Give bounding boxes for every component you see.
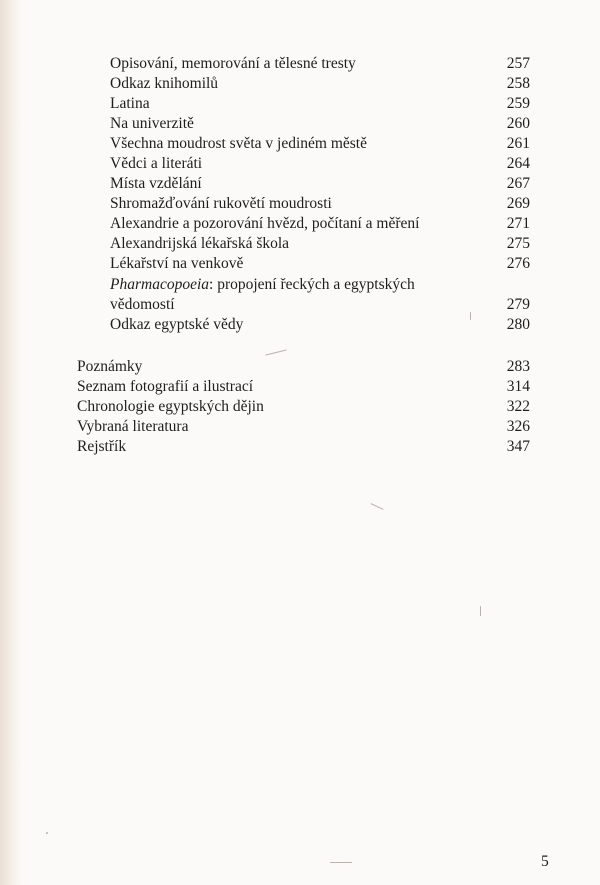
toc-entry-page: 257: [506, 55, 530, 72]
page-edge-shadow: [0, 0, 22, 885]
toc-entry-title: Na univerzitě: [110, 115, 194, 132]
toc-entry-title-multiline: [110, 275, 415, 295]
paper-speck: [265, 349, 287, 355]
toc-entry-title: Vědci a literáti: [110, 155, 203, 172]
page-number: 5: [541, 853, 549, 870]
toc-main-entry-page: 347: [506, 438, 530, 455]
toc-entry-title-italic: Pharmacopoeia: [110, 276, 210, 293]
toc-main-entry-page: 322: [506, 398, 530, 415]
toc-entry-page: 271: [506, 215, 530, 232]
toc-entry-page: 276: [506, 255, 530, 272]
paper-speck: [46, 832, 48, 834]
toc-entry-title: Latina: [110, 95, 150, 112]
paper-speck: [470, 312, 471, 320]
toc-main-entry-title: Poznámky: [77, 358, 143, 375]
toc-entry-page: 280: [506, 316, 530, 333]
toc-entry-page: 260: [506, 115, 530, 132]
toc-entry-page: 279: [506, 296, 530, 313]
toc-main-entry-page: 326: [506, 418, 530, 435]
toc-entry-page: 267: [506, 175, 530, 192]
toc-entry-page: 258: [506, 75, 530, 92]
toc-main-entry-page: 314: [506, 378, 530, 395]
toc-entry-title: Shromažďování rukovětí moudrosti: [110, 195, 332, 212]
toc-main-entry-title: Vybraná literatura: [77, 418, 189, 435]
toc-entry-page: 264: [506, 155, 530, 172]
paper-speck: [370, 503, 383, 510]
toc-entry-page: 269: [506, 195, 530, 212]
paper-speck: [480, 606, 481, 616]
toc-entry-title: Odkaz egyptské vědy: [110, 316, 244, 333]
toc-entry-title-rest: : propojení řeckých a egyptských: [209, 276, 415, 293]
toc-main-entry-title: Seznam fotografií a ilustrací: [77, 378, 254, 395]
toc-main-entry-title: Chronologie egyptských dějin: [77, 398, 264, 415]
toc-entry-page: 275: [506, 235, 530, 252]
paper-speck: [330, 862, 352, 863]
toc-entry-title: Alexandrie a pozorování hvězd, počítaní a měření: [110, 215, 420, 232]
toc-entry-title: Alexandrijská lékařská škola: [110, 235, 290, 252]
toc-main-entry-page: 283: [506, 358, 530, 375]
toc-entry-page: 261: [506, 135, 530, 152]
toc-entry-title: Odkaz knihomilů: [110, 75, 219, 92]
toc-entry-title: Opisování, memorování a tělesné tresty: [110, 55, 356, 72]
toc-entry-title: Všechna moudrost světa v jediném městě: [110, 135, 367, 152]
toc-main-entry-title: Rejstřík: [77, 438, 127, 455]
toc-entry-title: Místa vzdělání: [110, 175, 202, 192]
toc-entry-page: 259: [506, 95, 530, 112]
toc-entry-title: Lékařství na venkově: [110, 255, 244, 272]
toc-entry-title-line2: vědomostí: [110, 296, 175, 313]
